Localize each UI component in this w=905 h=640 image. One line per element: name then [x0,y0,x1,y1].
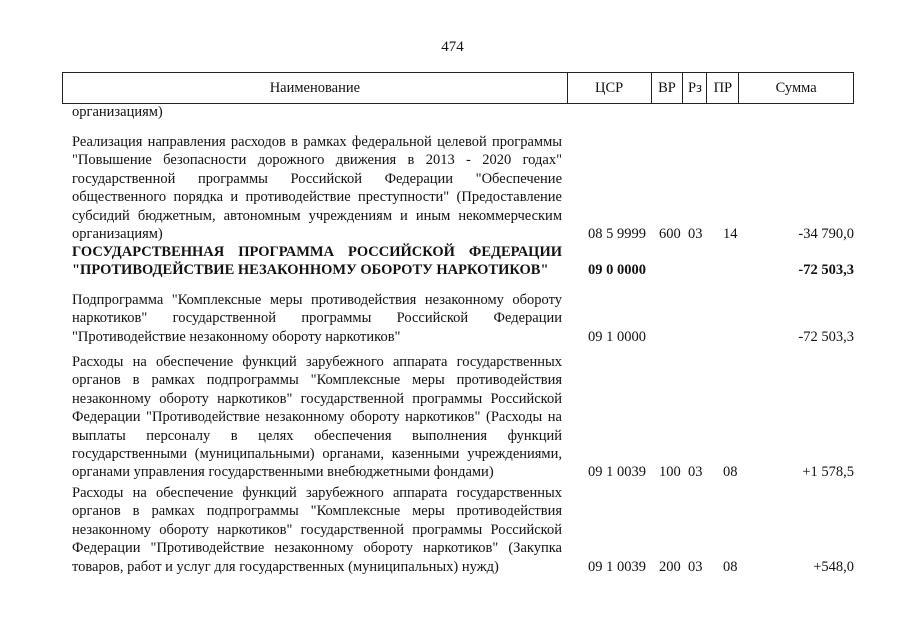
row-values [72,328,854,346]
header-sum: Сумма [775,79,817,96]
table-row [72,484,854,576]
row-name: организациям) [72,104,163,120]
row-csr: 08 5 9999 [588,226,646,243]
row-name: ГОСУДАРСТВЕННАЯ ПРОГРАММА РОССИЙСКОЙ ФЕДЕРАЦИИ "ПРОТИВОДЕЙСТВИЕ НЕЗАКОННОМУ ОБОРОТУ НАРКОТИКОВ" [72,244,562,279]
row-values [72,558,854,576]
row-name: Реализация направления расходов в рамках федеральной целевой программы "Повышение безопасности дорожного движения в 2013 - 2020 годах" государственной программы Российской Федерации "Обеспечение общественного порядка и противодействие преступности" (Предоставление субсидий бюджетным, автономным учреждениям и иным некоммерческим организациям) [72,134,562,243]
table-row [72,243,854,280]
header-pr: ПР [707,73,739,103]
table-row [72,133,854,243]
row-sum: +548,0 [813,558,854,575]
row-vr: 200 [659,558,681,575]
row-csr: 09 1 0039 [588,464,646,481]
row-csr: 09 1 0000 [588,328,646,345]
row-sum: -72 503,3 [798,328,854,345]
table-row [72,103,854,121]
row-csr: 09 0 0000 [588,262,646,279]
header-rz: Рз [683,73,707,103]
row-values [72,261,854,279]
row-rz: 03 [688,226,703,243]
row-sum: -72 503,3 [798,262,854,279]
row-name: Расходы на обеспечение функций зарубежного аппарата государственных органов в рамках подпрограммы "Комплексные меры противодействия незаконному обороту наркотиков" государственной программы Российской Федерации "Противодействие незаконному обороту наркотиков" (Закупка товаров, работ и услуг для государственных (муниципальных) нужд) [72,485,562,575]
header-name: Наименование [63,73,568,103]
row-vr: 600 [659,226,681,243]
row-pr: 08 [723,558,738,575]
row-pr: 08 [723,464,738,481]
table-header [62,72,854,104]
row-sum: +1 578,5 [802,464,854,481]
row-values [72,225,854,243]
row-rz: 03 [688,464,703,481]
row-pr: 14 [723,226,738,243]
row-name: Расходы на обеспечение функций зарубежного аппарата государственных органов в рамках подпрограммы "Комплексные меры противодействия незаконному обороту наркотиков" государственной программы Российской Федерации "Противодействие незаконному обороту наркотиков" (Расходы на выплаты персоналу в целях обеспечения выполнения функций государственными (муниципальными) органами, казенными учреждениями, органами управления государственными внебюджетными фондами) [72,354,562,481]
page-number: 474 [441,39,464,55]
row-vr: 100 [659,464,681,481]
row-sum: -34 790,0 [798,226,854,243]
header-csr: ЦСР [568,73,652,103]
row-csr: 09 1 0039 [588,558,646,575]
row-name: Подпрограмма "Комплексные меры противодействия незаконному обороту наркотиков" государственной программы Российской Федерации "Противодействие незаконному обороту наркотиков" [72,292,562,345]
header-vr: ВР [652,73,684,103]
table-row [72,291,854,346]
row-rz: 03 [688,558,703,575]
table-row [72,353,854,482]
row-values [72,463,854,481]
